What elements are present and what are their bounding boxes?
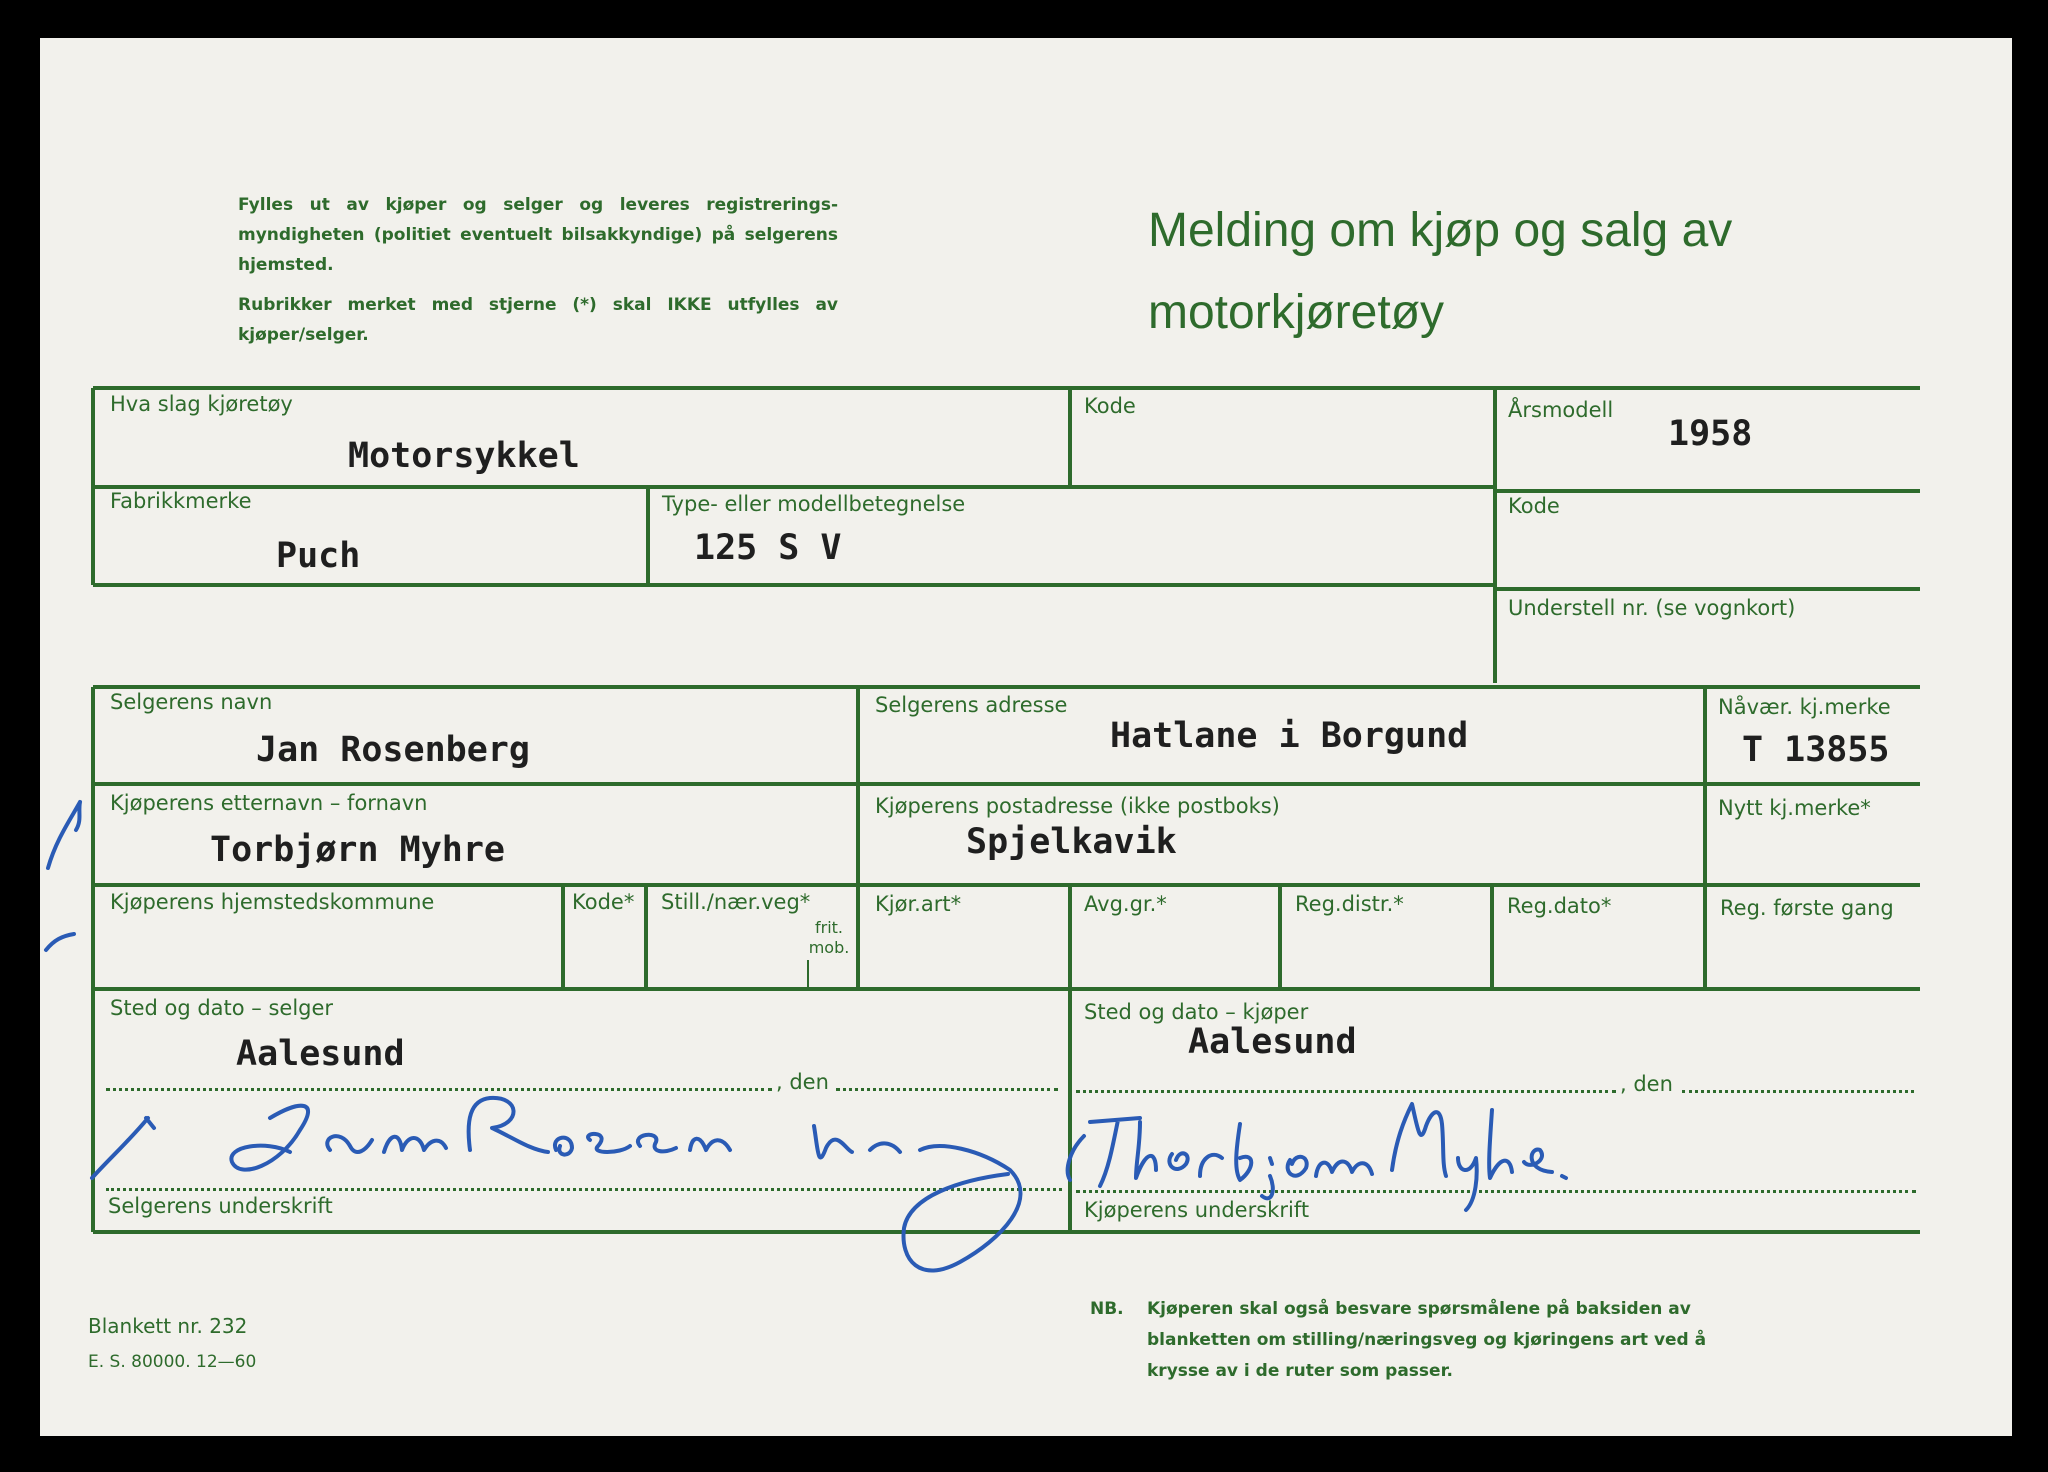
current-plate-value: T 13855 (1742, 730, 1890, 770)
municipality-label: Kjøperens hjemstedskommune (110, 890, 435, 914)
model-value: 125 S V (694, 528, 842, 568)
seller-name-label: Selgerens navn (110, 690, 273, 714)
nb-text: Kjøperen skal også besvare spørsmålene på baksiden av blanketten om stilling/næringsveg og kjøringens art ved å krysse av i de ruter som passer. (1147, 1299, 1707, 1381)
current-plate-label: Nåvær. kj.merke (1718, 695, 1891, 719)
vehicle-type-label: Hva slag kjøretøy (110, 392, 293, 416)
fee-group-label: Avg.gr.* (1084, 892, 1167, 916)
code-label: Kode (1084, 394, 1136, 418)
form-number: Blankett nr. 232 (88, 1314, 248, 1338)
year-model-value: 1958 (1668, 414, 1753, 454)
form-title-line-2: motorkjøretøy (1148, 286, 1445, 339)
print-code: E. S. 80000. 12—60 (88, 1352, 257, 1372)
year-model-label: Årsmodell (1508, 398, 1614, 422)
form-title-line-1: Melding om kjøp og salg av (1148, 204, 1733, 257)
buyer-place-value: Aalesund (1188, 1022, 1357, 1062)
instructions-paragraph-2: Rubrikker merket med stjerne (*) skal IKKE utfylles av kjøper/selger. (238, 295, 838, 345)
nb-note (1090, 1294, 1770, 1387)
driving-type-label: Kjør.art* (875, 892, 962, 916)
municipality-code-label: Kode* (572, 890, 635, 914)
buyer-address-value: Spjelkavik (966, 822, 1177, 862)
occupation-sub-label: frit. mob. (808, 918, 850, 957)
buyer-signature-label: Kjøperens underskrift (1084, 1198, 1310, 1222)
seller-check-mark (92, 1118, 154, 1178)
buyer-place-date-label: Sted og dato – kjøper (1084, 1000, 1309, 1024)
reg-date-label: Reg.dato* (1507, 894, 1612, 918)
buyer-den-label: , den (1620, 1072, 1673, 1096)
make-label: Fabrikkmerke (110, 489, 252, 513)
seller-den-label: , den (776, 1070, 829, 1094)
buyer-name-label: Kjøperens etternavn – fornavn (110, 791, 428, 815)
chassis-number-label: Understell nr. (se vognkort) (1508, 596, 1796, 620)
buyer-signature (1068, 1104, 1566, 1210)
make-value: Puch (276, 536, 361, 576)
new-plate-label: Nytt kj.merke* (1718, 796, 1871, 820)
buyer-name-value: Torbjørn Myhre (210, 830, 506, 870)
margin-tick-mark (46, 934, 74, 950)
buyer-address-label: Kjøperens postadresse (ikke postboks) (875, 794, 1280, 818)
seller-place-date-label: Sted og dato – selger (110, 996, 334, 1020)
seller-place-value: Aalesund (236, 1034, 405, 1074)
seller-address-label: Selgerens adresse (875, 693, 1068, 717)
seller-signature-label: Selgerens underskrift (108, 1194, 333, 1218)
nb-tag: NB. (1090, 1299, 1124, 1319)
occupation-label: Still./nær.veg* (661, 890, 811, 914)
instructions-paragraph-1: Fylles ut av kjøper og selger og leveres registrerings-myndigheten (politiet eventuelt bilsakkyndige) på selgerens hjemsted. (238, 195, 838, 275)
reg-district-label: Reg.distr.* (1295, 892, 1404, 916)
margin-check-mark (48, 802, 80, 868)
seller-name-value: Jan Rosenberg (256, 730, 530, 770)
seller-signature (231, 1098, 1020, 1271)
seller-address-value: Hatlane i Borgund (1110, 716, 1469, 756)
first-reg-label: Reg. første gang (1720, 896, 1894, 920)
model-label: Type- eller modellbetegnelse (662, 492, 966, 516)
vehicle-type-value: Motorsykkel (348, 436, 580, 476)
code-2-label: Kode (1508, 494, 1560, 518)
